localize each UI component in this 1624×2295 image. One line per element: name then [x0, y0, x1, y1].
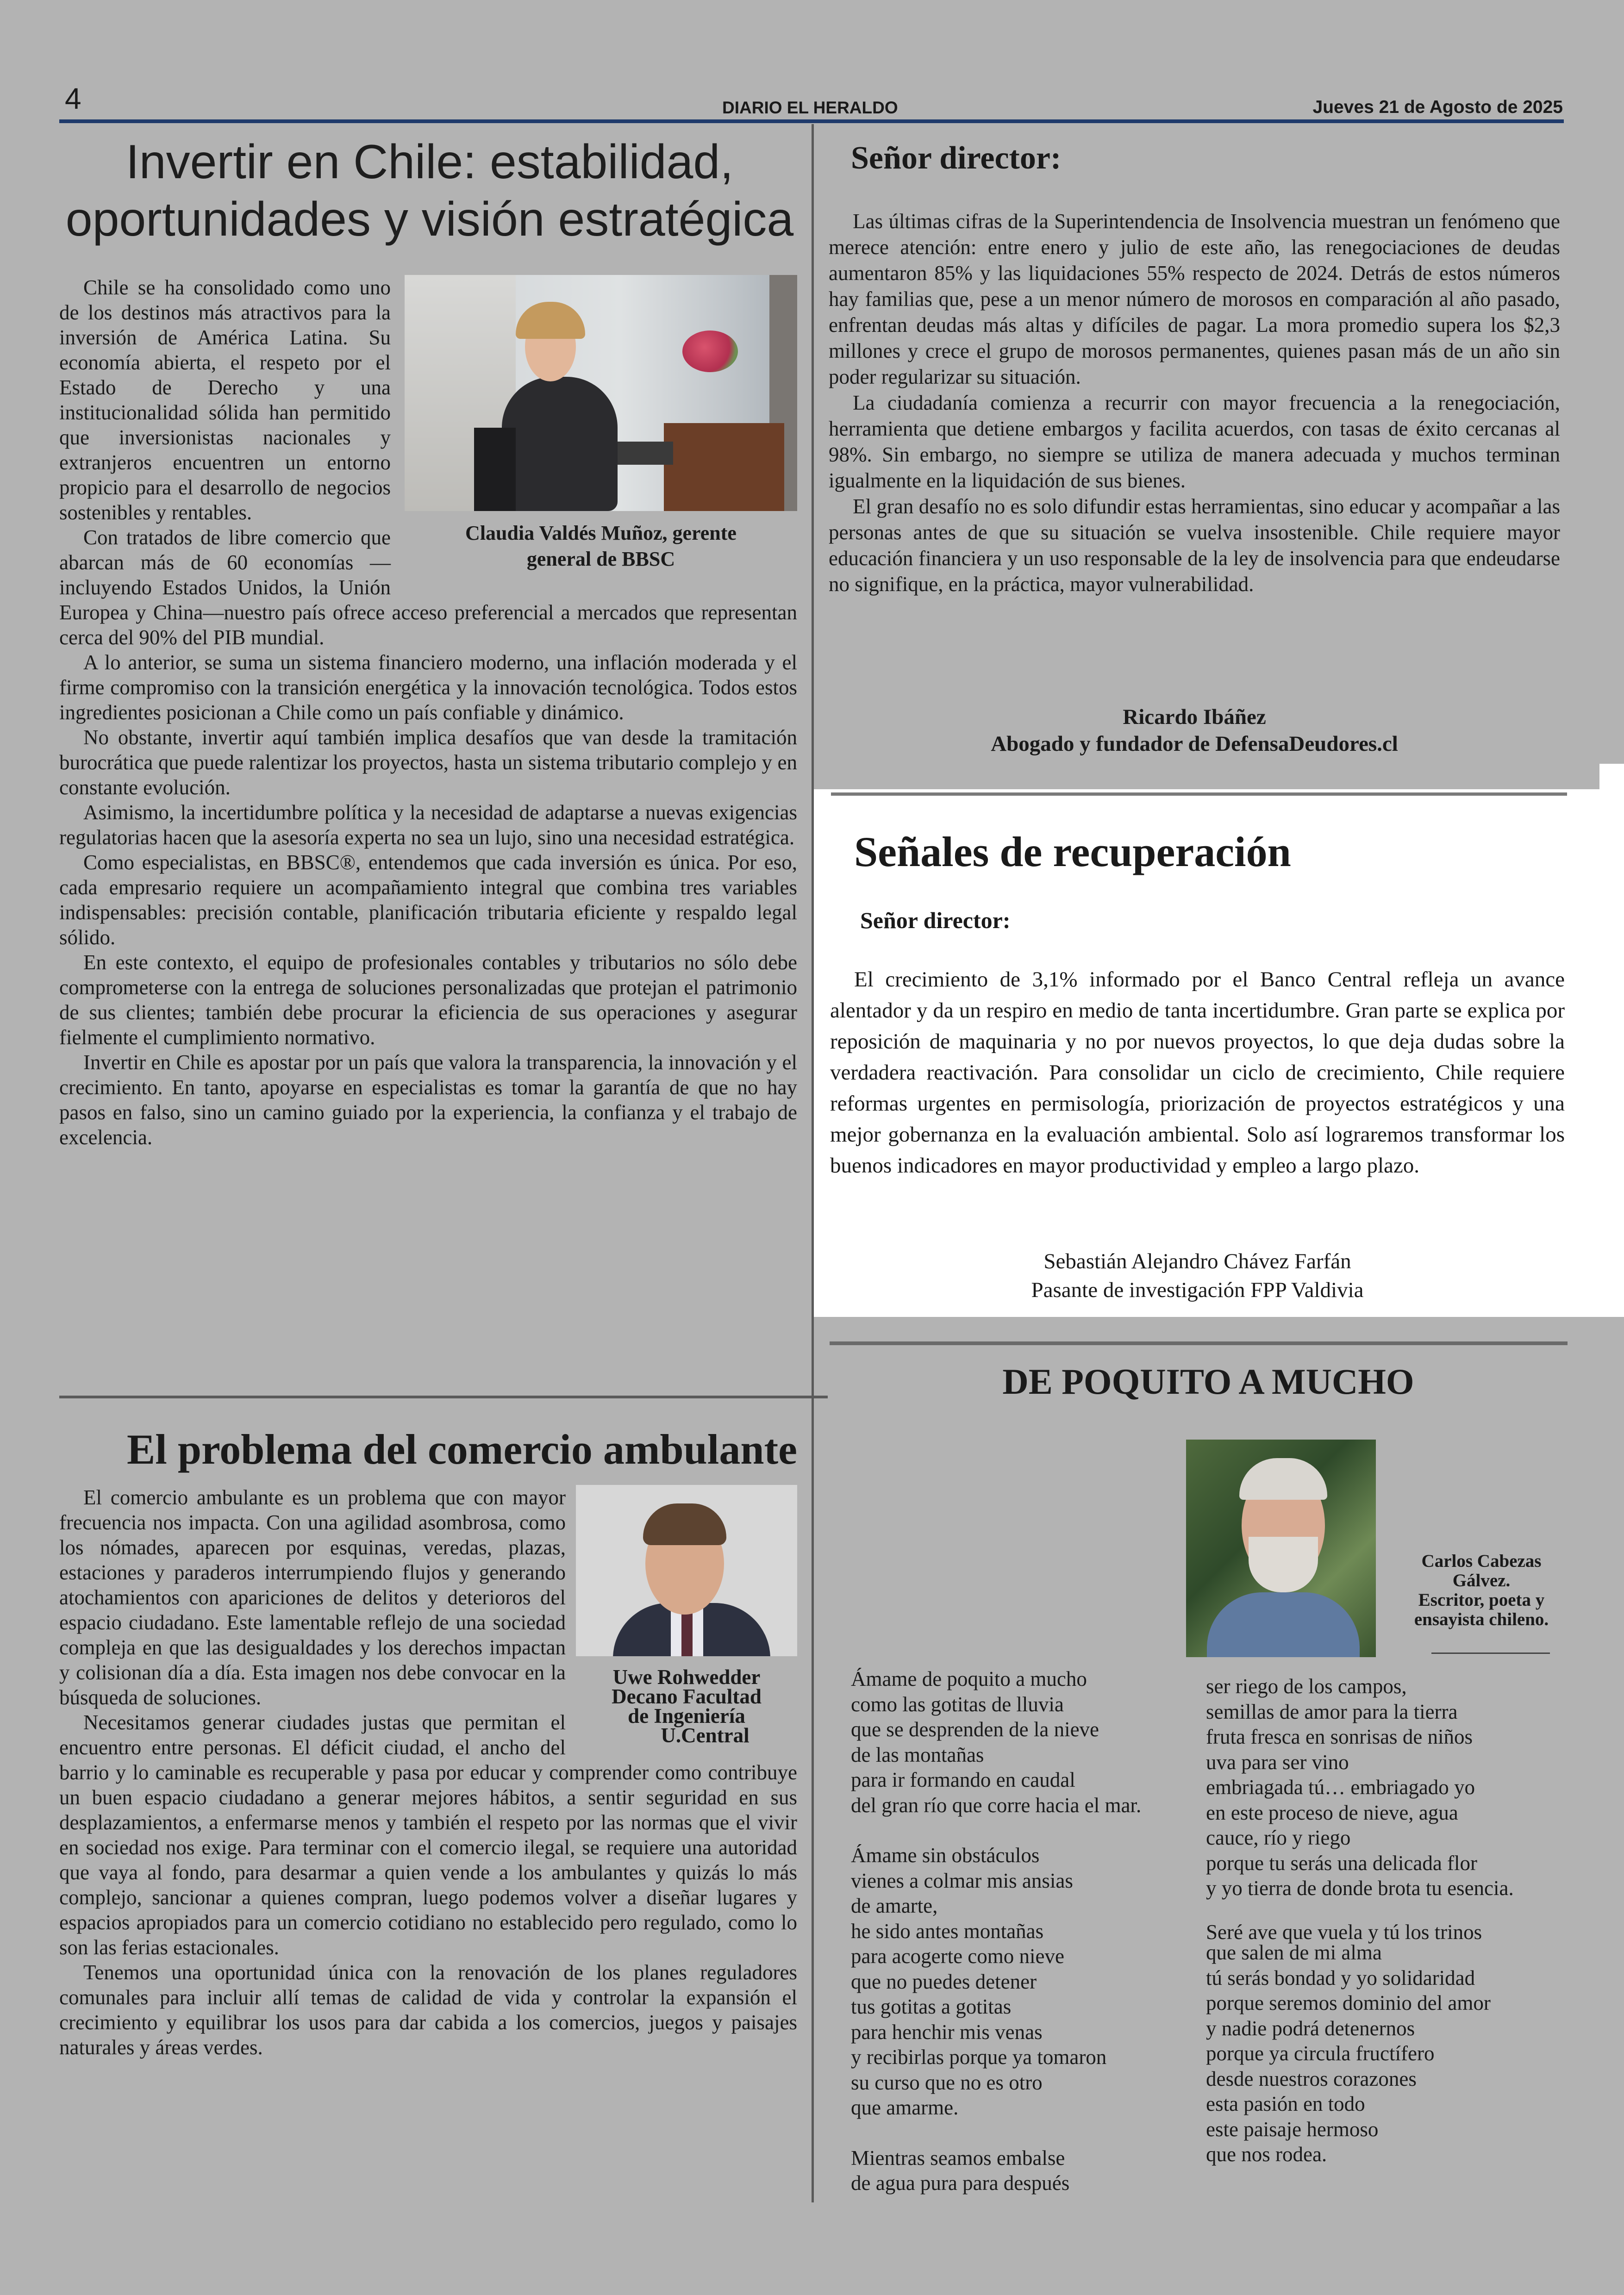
- letter1-paragraph: Las últimas cifras de la Superintendencia de Insolvencia muestran un fenómeno que merece atención: entre enero y julio de este año, las renegociaciones de deudas aumentaron 85% y las liquidaciones 55% respecto de 2024. Detrás de estos números hay familias que, pese a un menor número de morosos en comparación al año pasado, enfrentan deudas más altas y difíciles de pagar. La mora promedio supera los $2,3 millones y crece el grupo de morosos permanentes, quienes pasan más de un año sin poder regularizar su situación.: [829, 210, 1560, 388]
- poem-column-2: ser riego de los campos, semillas de amor para la tierra fruta fresca en sonrisas de niños uva para ser vino embriagada tú… embriagado yo en este proceso de nieve, agua cauce, río y riego porque tu serás una delicada flor y yo tierra de donde brota tu esencia. Seré ave que vuela y tú los trinos que salen de mi alma tú serás bondad y yo solidaridad porque seremos dominio del amor y nadie podrá detenernos porque ya circula fructífero desde nuestros corazones esta pasión en todo este paisaje hermoso que nos rodea.: [1206, 1675, 1514, 2166]
- letter1-salutation: Señor director:: [851, 140, 1062, 176]
- letter1-signer-title: Abogado y fundador de DefensaDeudores.cl: [991, 732, 1398, 756]
- letter2-title: Señales de recuperación: [854, 828, 1291, 875]
- article1-paragraph: A lo anterior, se suma un sistema financiero moderno, una inflación moderada y el firme compromiso con la transición energética y la innovación tecnológica. Todos estos ingredientes posicionan a Chile como un país confiable y dinámico.: [59, 651, 797, 724]
- letter1-paragraph: El gran desafío no es solo difundir estas herramientas, sino educar y acompañar a las personas antes de que su situación se vuelva insostenible. Chile requiere mayor educación financiera y un uso responsable de la ley de insolvencia para que endeudarse no signifique, en la práctica, mayor vulnerabilidad.: [829, 495, 1560, 596]
- letter1-signer-name: Ricardo Ibáñez: [1123, 705, 1266, 729]
- letter2-body: [830, 964, 1565, 1181]
- article2-paragraph: Necesitamos generar ciudades justas que permitan el encuentro entre personas. El déficit ciudad, el ancho del barrio y lo caminable es recuperable y pasa por educar y comprender como contribuye un buen espacio ciudadano a generar mejores hábitos, a sentir seguridad en sus desplazamientos, a enfermarse menos y también el respeto por las normas que el vivir en sociedad nos exige. Para terminar con el comercio ilegal, se requiere una autoridad que vaya al fondo, para desarmar a quien vende a los ambulantes y quizás lo más complejo, sancionar a quienes compran, luego podemos volver a diseñar lugares y espacios apropiados para un comercio cotidiano no establecido pero regulado, como lo son las ferias estacionales.: [59, 1711, 797, 1959]
- letter2-top-rule: [831, 792, 1567, 796]
- poem-title: DE POQUITO A MUCHO: [1002, 1361, 1414, 1402]
- letter2-signature: [830, 1247, 1565, 1304]
- letter2-signer-name: Sebastián Alejandro Chávez Farfán: [1043, 1249, 1351, 1273]
- letter1-paragraph: La ciudadanía comienza a recurrir con mayor frecuencia a la renegociación, herramienta que detiene embargos y facilita acuerdos, con tasas de éxito cercanas al 98%. Sin embargo, no siempre se utiliza de manera adecuada y muchos terminan igualmente en la liquidación de sus bienes.: [829, 391, 1560, 492]
- article1-paragraph: No obstante, invertir aquí también implica desafíos que van desde la tramitación burocrática que puede ralentizar los proyectos, hasta un sistema tributario complejo y en constante evolución.: [59, 726, 797, 799]
- article2-photo-caption: Uwe Rohwedder Decano Facultad de Ingeniería U.Central: [612, 1665, 762, 1747]
- header-rule: [59, 119, 1564, 123]
- poem-column-1: Ámame de poquito a mucho como las gotitas de lluvia que se desprenden de la nieve de las montañas para ir formando en caudal del gran río que corre hacia el mar. Ámame sin obstáculos vienes a colmar mis ansias de amarte, he sido antes montañas para acogerte como nieve que no puedes detener tus gotitas a gotitas para henchir mis venas y recibirlas porque ya tomaron su curso que no es otro que amarme. Mientras seamos embalse de agua pura para después: [851, 1667, 1142, 2195]
- letter2-signer-title: Pasante de investigación FPP Valdivia: [1031, 1278, 1364, 1302]
- carlos-cabezas-photo: [1186, 1440, 1376, 1657]
- letter2-panel-edge: [1599, 764, 1624, 792]
- article2-paragraph: El comercio ambulante es un problema que con mayor frecuencia nos impacta. Con una agilidad asombrosa, como los nómades, aparecen por esquinas, veredas, plazas, estaciones y paraderos interrumpiendo flujos y generando atochamientos con apariciones de delitos y deterioros del espacio ciudadano. Este lamentable reflejo de una sociedad compleja en que las desigualdades y los derechos impactan y colisionan día a día. Esta imagen nos debe convocar en la búsqueda de soluciones.: [59, 1486, 566, 1709]
- article1-paragraph: Con tratados de libre comercio que abarcan más de 60 economías —incluyendo Estados Unidos, la Unión Europea y China—nuestro país ofrece acceso preferencial a mercados que representan cerca del 90% del PIB mundial.: [59, 526, 797, 649]
- article1-paragraph: En este contexto, el equipo de profesionales contables y tributarios no sólo debe comprometerse con la entrega de soluciones personalizadas que protejan el patrimonio de sus clientes; también debe procurar la eficiencia de sus operaciones y asegurar fielmente el cumplimiento normativo.: [59, 951, 797, 1049]
- letter1-body: [829, 208, 1560, 597]
- page-number: 4: [65, 82, 81, 115]
- uwe-rohwedder-photo: [576, 1485, 797, 1656]
- article1-paragraph: Asimismo, la incertidumbre política y la necesidad de adaptarse a nuevas exigencias regulatorias hacen que la asesoría experta no sea un lujo, sino una necesidad estratégica.: [59, 801, 797, 849]
- article2-paragraph: Tenemos una oportunidad única con la renovación de los planes reguladores comunales para incluir allí temas de calidad de vida y controlar la expansión el crecimiento y equilibrar los usos para dar cabida a los comercios, juegos y paisajes naturales y áreas verdes.: [59, 1961, 797, 2059]
- section-rule: [59, 1396, 828, 1398]
- article1-paragraph: Invertir en Chile es apostar por un país que valora la transparencia, la innovación y el crecimiento. En tanto, apoyarse en especialistas es tomar la garantía de que no hay pasos en falso, sino un camino guiado por la experiencia, la confianza y el trabajo de excelencia.: [59, 1051, 797, 1149]
- article1-title: Invertir en Chile: estabilidad, oportunidades y visión estratégica: [65, 135, 794, 246]
- article1-paragraph: Chile se ha consolidado como uno de los destinos más atractivos para la inversión de América Latina. Su economía abierta, el respeto por el Estado de Derecho y una institucionalidad sólida han permitido que inversionistas nacionales y extranjeros encuentren un entorno propicio para el desarrollo de negocios sostenibles y rentables.: [59, 276, 391, 524]
- letter2-salutation: Señor director:: [860, 907, 1011, 933]
- issue-date: Jueves 21 de Agosto de 2025: [1312, 97, 1563, 117]
- article2-photo-block: [576, 1485, 797, 1747]
- article1-paragraph: Como especialistas, en BBSC®, entendemos que cada inversión es única. Por eso, cada empresario requiere un acompañamiento integral que combina tres variables indispensables: precisión contable, planificación tributaria eficiente y respaldo legal sólido.: [59, 851, 797, 949]
- article1-body: [59, 275, 797, 1150]
- article2-title: El problema del comercio ambulante: [126, 1426, 797, 1473]
- article1-photo-block: [405, 275, 797, 590]
- article2-body: [59, 1485, 797, 2060]
- claudia-valdes-photo: [405, 275, 797, 511]
- article1-photo-caption: Claudia Valdés Muñoz, gerente general de BBSC: [465, 522, 737, 570]
- poem-author-rule: [1431, 1653, 1550, 1654]
- newspaper-name: DIARIO EL HERALDO: [722, 98, 898, 117]
- letter2-paragraph: El crecimiento de 3,1% informado por el Banco Central refleja un avance alentador y da un respiro en medio de tanta incertidumbre. Gran parte se explica por reposición de maquinaria y no por nuevos proyectos, lo que deja dudas sobre la verdadera reactivación. Para consolidar un ciclo de crecimiento, Chile requiere reformas urgentes en permisología, priorización de proyectos estratégicos y una mejor gobernanza en la evaluación ambiental. Solo así lograremos transformar los buenos indicadores en mayor productividad y empleo a largo plazo.: [830, 967, 1565, 1178]
- letter1-signature: [829, 704, 1560, 757]
- poem-top-rule: [830, 1341, 1568, 1345]
- poem-author: Carlos Cabezas Gálvez. Escritor, poeta y ensayista chileno.: [1414, 1551, 1549, 1629]
